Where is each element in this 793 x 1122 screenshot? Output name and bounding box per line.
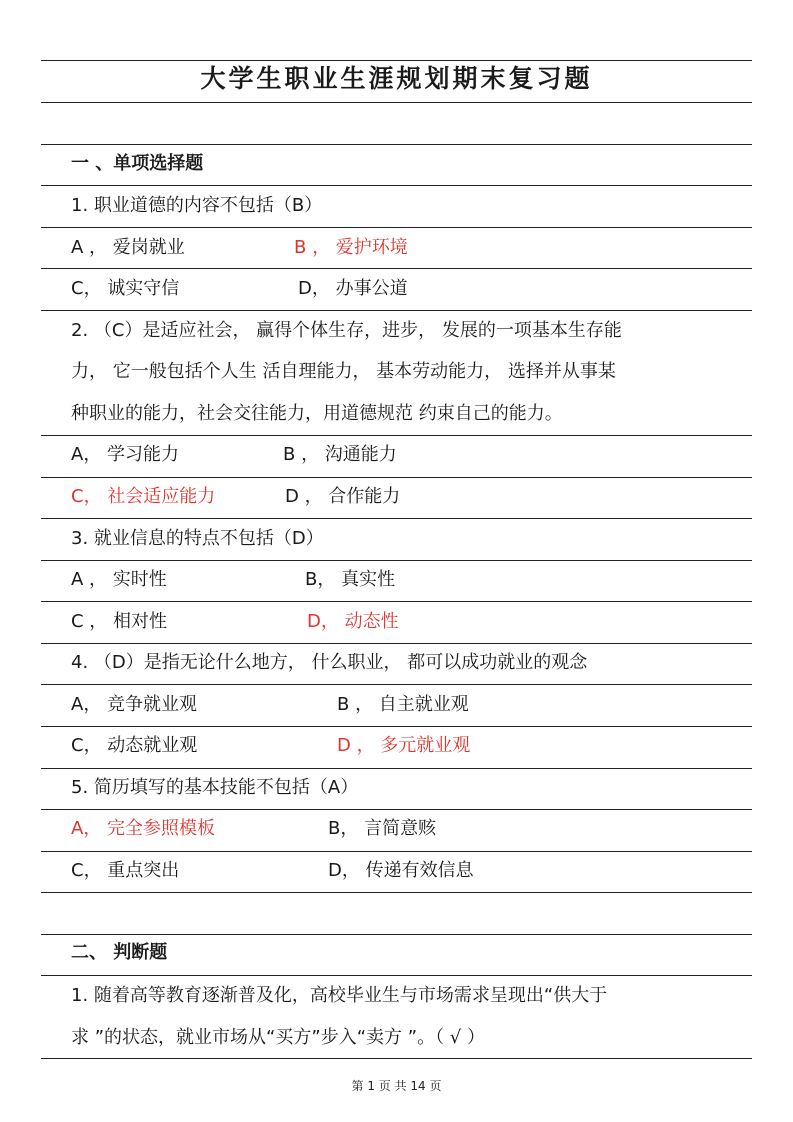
rule-line [41,268,752,269]
q5-option-a-answer: A， 完全参照模板 [71,818,216,839]
q4-option-b: B ， 自主就业观 [337,694,469,715]
rule-line [41,518,752,519]
rule-line [41,227,752,228]
q5-stem: 5. 简历填写的基本技能不包括（A） [71,777,359,798]
rule-line [41,975,752,976]
rule-line [41,684,752,685]
rule-line [41,102,752,103]
page-number: 第 1 页 共 14 页 [351,1079,442,1093]
q2-stem-line3: 种职业的能力，社会交往能力，用道德规范 约束自己的能力。 [71,403,563,424]
q3-option-c: C ， 相对性 [71,611,168,632]
q3-stem: 3. 就业信息的特点不包括（D） [71,528,324,549]
q2-option-d: D ， 合作能力 [285,486,401,507]
rule-line [41,435,752,436]
q1-stem: 1. 职业道德的内容不包括（B） [71,195,323,216]
q2-stem-line2: 力， 它一般包括个人生 活自理能力， 基本劳动能力， 选择并从事某 [71,361,616,382]
q4-option-d-answer: D ， 多元就业观 [337,735,471,756]
q3-option-d-answer: D， 动态性 [307,611,399,632]
rule-line [41,185,752,186]
page-title: 大学生职业生涯规划期末复习题 [200,64,593,93]
q1-option-c: C， 诚实守信 [71,278,180,299]
rule-line [41,809,752,810]
rule-line [41,477,752,478]
rule-line [41,1058,752,1059]
rule-line [41,560,752,561]
q5-option-d: D， 传递有效信息 [328,860,474,881]
q2-option-c-answer: C， 社会适应能力 [71,486,216,507]
q3-option-a: A ， 实时性 [71,569,167,590]
q4-option-a: A， 竞争就业观 [71,694,198,715]
rule-line [41,310,752,311]
rule-line [41,643,752,644]
rule-line [41,144,752,145]
q5-option-c: C， 重点突出 [71,860,180,881]
section-heading-single-choice: 一 、单项选择题 [71,153,204,174]
j1-statement-line2: 求 ”的状态，就业市场从“买方”步入“卖方 ”。（ √ ） [71,1027,485,1048]
q5-option-b: B， 言简意赅 [328,818,437,839]
q2-option-a: A， 学习能力 [71,444,180,465]
rule-line [41,601,752,602]
section-heading-judgment: 二、 判断题 [71,942,168,963]
j1-statement-line1: 1. 随着高等教育逐渐普及化，高校毕业生与市场需求呈现出“供大于 [71,985,608,1006]
rule-line [41,60,752,61]
q4-option-c: C， 动态就业观 [71,735,198,756]
q4-stem: 4. （D）是指无论什么地方， 什么职业， 都可以成功就业的观念 [71,652,588,673]
rule-line [41,892,752,893]
q2-option-b: B ， 沟通能力 [283,444,397,465]
q1-option-a: A ， 爱岗就业 [71,237,185,258]
rule-line [41,851,752,852]
q1-option-b-answer: B ， 爱护环境 [294,237,408,258]
rule-line [41,768,752,769]
q2-stem-line1: 2. （C）是适应社会， 赢得个体生存，进步， 发展的一项基本生存能 [71,320,622,341]
q3-option-b: B， 真实性 [305,569,396,590]
rule-line [41,726,752,727]
rule-line [41,934,752,935]
q1-option-d: D， 办事公道 [298,278,408,299]
